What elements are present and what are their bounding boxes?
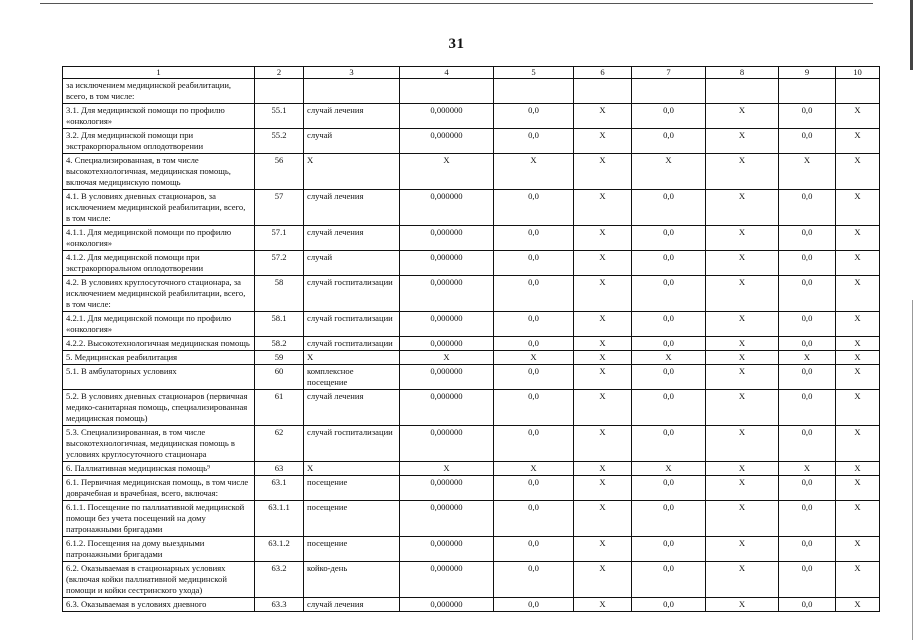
cost-value: 0,0 (494, 190, 574, 226)
volume-value: 0,000000 (400, 251, 494, 276)
col10-value: X (836, 312, 880, 337)
row-description: за исключением медицинской реабилитации, всего, в том числе: (63, 79, 255, 104)
col6-value: X (574, 351, 632, 365)
row-description: 6.1. Первичная медицинская помощь, в том числе доврачебная и врачебная, всего, включая: (63, 476, 255, 501)
col10-value: X (836, 351, 880, 365)
table-row (63, 365, 880, 390)
col7-value: 0,0 (632, 501, 706, 537)
col9-value: 0,0 (779, 251, 836, 276)
table-row (63, 129, 880, 154)
unit-of-measure: посещение (304, 537, 400, 562)
col9-value: 0,0 (779, 129, 836, 154)
col6-value: X (574, 129, 632, 154)
col10-value: X (836, 501, 880, 537)
col6-value: X (574, 337, 632, 351)
row-code: 61 (255, 390, 304, 426)
cost-value: X (494, 351, 574, 365)
col9-value: X (779, 351, 836, 365)
row-description: 4. Специализированная, в том числе высокотехнологичная, медицинская помощь, включая медицинскую помощь (63, 154, 255, 190)
top-rule (40, 3, 873, 4)
table-row (63, 537, 880, 562)
col10-value: X (836, 104, 880, 129)
col7-value: 0,0 (632, 562, 706, 598)
volume-value: 0,000000 (400, 312, 494, 337)
row-description: 4.2. В условиях круглосуточного стационара, за исключением медицинской реабилитации, всего, в том числе: (63, 276, 255, 312)
col8-value: X (706, 537, 779, 562)
col7-value: 0,0 (632, 476, 706, 501)
col10-value: X (836, 462, 880, 476)
row-code: 57.1 (255, 226, 304, 251)
volume-value: 0,000000 (400, 365, 494, 390)
col7-value: 0,0 (632, 104, 706, 129)
volume-value: 0,000000 (400, 501, 494, 537)
col6-value: X (574, 426, 632, 462)
col8-value: X (706, 476, 779, 501)
col8-value: X (706, 154, 779, 190)
col10-value: X (836, 276, 880, 312)
table-row (63, 276, 880, 312)
col6-value: X (574, 476, 632, 501)
cost-value: 0,0 (494, 104, 574, 129)
col7-value: 0,0 (632, 537, 706, 562)
table-row (63, 154, 880, 190)
col10-value: X (836, 129, 880, 154)
table-row (63, 79, 880, 104)
volume-value: 0,000000 (400, 562, 494, 598)
row-code: 57 (255, 190, 304, 226)
unit-of-measure: случай госпитализации (304, 312, 400, 337)
table-row (63, 226, 880, 251)
volume-value: X (400, 351, 494, 365)
row-description: 4.2.1. Для медицинской помощи по профилю «онкология» (63, 312, 255, 337)
col7-value: 0,0 (632, 190, 706, 226)
col9-value (779, 79, 836, 104)
col10-value: X (836, 154, 880, 190)
column-header: 5 (494, 67, 574, 79)
col10-value: X (836, 562, 880, 598)
row-code (255, 79, 304, 104)
col6-value: X (574, 276, 632, 312)
col6-value: X (574, 537, 632, 562)
unit-of-measure: случай лечения (304, 598, 400, 612)
col6-value: X (574, 190, 632, 226)
table-row (63, 351, 880, 365)
col9-value: X (779, 154, 836, 190)
table-row (63, 462, 880, 476)
row-code: 56 (255, 154, 304, 190)
cost-value: 0,0 (494, 476, 574, 501)
volume-value: 0,000000 (400, 476, 494, 501)
col9-value: 0,0 (779, 476, 836, 501)
unit-of-measure: случай лечения (304, 226, 400, 251)
row-code: 58.2 (255, 337, 304, 351)
row-code: 63.3 (255, 598, 304, 612)
volume-value: 0,000000 (400, 337, 494, 351)
col10-value: X (836, 251, 880, 276)
col6-value: X (574, 104, 632, 129)
col10-value: X (836, 226, 880, 251)
unit-of-measure: X (304, 462, 400, 476)
table-row (63, 390, 880, 426)
row-code: 57.2 (255, 251, 304, 276)
col6-value: X (574, 312, 632, 337)
row-description: 4.1.1. Для медицинской помощи по профилю «онкология» (63, 226, 255, 251)
row-description: 5.3. Специализированная, в том числе высокотехнологичная, медицинская помощь в условиях круглосуточного стационара (63, 426, 255, 462)
col9-value: 0,0 (779, 226, 836, 251)
row-code: 62 (255, 426, 304, 462)
col10-value: X (836, 426, 880, 462)
col8-value: X (706, 337, 779, 351)
col10-value: X (836, 390, 880, 426)
volume-value: 0,000000 (400, 426, 494, 462)
column-header: 2 (255, 67, 304, 79)
cost-value: 0,0 (494, 365, 574, 390)
row-code: 55.2 (255, 129, 304, 154)
column-header: 3 (304, 67, 400, 79)
unit-of-measure: случай госпитализации (304, 426, 400, 462)
volume-value: 0,000000 (400, 226, 494, 251)
unit-of-measure: случай госпитализации (304, 337, 400, 351)
row-description: 6.1.1. Посещение по паллиативной медицинской помощи без учета посещений на дому патронажными бригадами (63, 501, 255, 537)
unit-of-measure: случай лечения (304, 390, 400, 426)
cost-value: 0,0 (494, 390, 574, 426)
col8-value: X (706, 501, 779, 537)
header-row (63, 67, 880, 79)
col8-value: X (706, 312, 779, 337)
cost-value: 0,0 (494, 501, 574, 537)
row-code: 63.2 (255, 562, 304, 598)
row-code: 59 (255, 351, 304, 365)
row-code: 58 (255, 276, 304, 312)
col9-value: 0,0 (779, 190, 836, 226)
cost-value: X (494, 462, 574, 476)
col7-value: 0,0 (632, 598, 706, 612)
table-row (63, 251, 880, 276)
col10-value: X (836, 537, 880, 562)
col8-value: X (706, 276, 779, 312)
column-header: 9 (779, 67, 836, 79)
row-code: 58.1 (255, 312, 304, 337)
cost-value: 0,0 (494, 598, 574, 612)
volume-value (400, 79, 494, 104)
col7-value: 0,0 (632, 337, 706, 351)
column-header: 1 (63, 67, 255, 79)
col8-value (706, 79, 779, 104)
table-row (63, 312, 880, 337)
cost-value (494, 79, 574, 104)
cost-value: 0,0 (494, 312, 574, 337)
unit-of-measure: посещение (304, 501, 400, 537)
col7-value: 0,0 (632, 390, 706, 426)
col7-value: 0,0 (632, 426, 706, 462)
column-header: 10 (836, 67, 880, 79)
volume-value: 0,000000 (400, 276, 494, 312)
row-description: 6.2. Оказываемая в стационарных условиях (включая койки паллиативной медицинской помощи и койки сестринского ухода) (63, 562, 255, 598)
page-number: 31 (448, 36, 465, 52)
col7-value: 0,0 (632, 276, 706, 312)
col6-value: X (574, 251, 632, 276)
unit-of-measure: случай лечения (304, 190, 400, 226)
column-header: 7 (632, 67, 706, 79)
col8-value: X (706, 104, 779, 129)
col8-value: X (706, 390, 779, 426)
unit-of-measure: случай лечения (304, 104, 400, 129)
volume-value: 0,000000 (400, 104, 494, 129)
cost-value: 0,0 (494, 426, 574, 462)
row-description: 3.1. Для медицинской помощи по профилю «онкология» (63, 104, 255, 129)
row-description: 5.1. В амбулаторных условиях (63, 365, 255, 390)
table-row (63, 562, 880, 598)
col7-value: 0,0 (632, 251, 706, 276)
col6-value: X (574, 390, 632, 426)
col7-value: X (632, 154, 706, 190)
column-header: 8 (706, 67, 779, 79)
table-row (63, 501, 880, 537)
col9-value: 0,0 (779, 104, 836, 129)
cost-value: X (494, 154, 574, 190)
col8-value: X (706, 226, 779, 251)
col9-value: 0,0 (779, 501, 836, 537)
row-description: 6. Паллиативная медицинская помощь⁹ (63, 462, 255, 476)
col10-value: X (836, 598, 880, 612)
col9-value: 0,0 (779, 562, 836, 598)
col9-value: 0,0 (779, 312, 836, 337)
col6-value (574, 79, 632, 104)
cost-value: 0,0 (494, 251, 574, 276)
cost-value: 0,0 (494, 537, 574, 562)
volume-value: X (400, 154, 494, 190)
col7-value (632, 79, 706, 104)
unit-of-measure: случай госпитализации (304, 276, 400, 312)
table-row (63, 190, 880, 226)
volume-value: 0,000000 (400, 129, 494, 154)
row-description: 5. Медицинская реабилитация (63, 351, 255, 365)
col6-value: X (574, 462, 632, 476)
col9-value: 0,0 (779, 426, 836, 462)
row-description: 4.2.2. Высокотехнологичная медицинская помощь (63, 337, 255, 351)
table-row (63, 337, 880, 351)
cost-value: 0,0 (494, 562, 574, 598)
data-table (62, 66, 880, 612)
col9-value: 0,0 (779, 276, 836, 312)
volume-value: X (400, 462, 494, 476)
row-code: 63.1.2 (255, 537, 304, 562)
col10-value: X (836, 365, 880, 390)
cost-value: 0,0 (494, 226, 574, 251)
row-code: 63 (255, 462, 304, 476)
col9-value: 0,0 (779, 365, 836, 390)
col10-value (836, 79, 880, 104)
col7-value: 0,0 (632, 226, 706, 251)
col7-value: 0,0 (632, 129, 706, 154)
col10-value: X (836, 190, 880, 226)
col8-value: X (706, 129, 779, 154)
col8-value: X (706, 462, 779, 476)
row-code: 63.1 (255, 476, 304, 501)
col6-value: X (574, 562, 632, 598)
col6-value: X (574, 501, 632, 537)
volume-value: 0,000000 (400, 190, 494, 226)
table-body (63, 79, 880, 612)
unit-of-measure: случай (304, 251, 400, 276)
volume-value: 0,000000 (400, 390, 494, 426)
col8-value: X (706, 251, 779, 276)
col9-value: X (779, 462, 836, 476)
col9-value: 0,0 (779, 337, 836, 351)
col6-value: X (574, 154, 632, 190)
col8-value: X (706, 598, 779, 612)
table-row (63, 104, 880, 129)
unit-of-measure: X (304, 154, 400, 190)
volume-value: 0,000000 (400, 598, 494, 612)
cost-value: 0,0 (494, 337, 574, 351)
row-description: 6.3. Оказываемая в условиях дневного (63, 598, 255, 612)
row-description: 5.2. В условиях дневных стационаров (первичная медико-санитарная помощь, специализированная медицинская помощь) (63, 390, 255, 426)
col7-value: X (632, 351, 706, 365)
row-code: 60 (255, 365, 304, 390)
cost-value: 0,0 (494, 129, 574, 154)
unit-of-measure: койко-день (304, 562, 400, 598)
table-row (63, 476, 880, 501)
row-description: 4.1.2. Для медицинской помощи при экстракорпоральном оплодотворении (63, 251, 255, 276)
col8-value: X (706, 426, 779, 462)
row-code: 55.1 (255, 104, 304, 129)
volume-value: 0,000000 (400, 537, 494, 562)
col8-value: X (706, 190, 779, 226)
col8-value: X (706, 365, 779, 390)
col7-value: 0,0 (632, 312, 706, 337)
table-row (63, 598, 880, 612)
unit-of-measure (304, 79, 400, 104)
col7-value: X (632, 462, 706, 476)
row-description: 3.2. Для медицинской помощи при экстракорпоральном оплодотворении (63, 129, 255, 154)
col7-value: 0,0 (632, 365, 706, 390)
col9-value: 0,0 (779, 537, 836, 562)
unit-of-measure: комплексное посещение (304, 365, 400, 390)
unit-of-measure: посещение (304, 476, 400, 501)
column-header: 6 (574, 67, 632, 79)
row-code: 63.1.1 (255, 501, 304, 537)
row-description: 4.1. В условиях дневных стационаров, за исключением медицинской реабилитации, всего, в том числе: (63, 190, 255, 226)
unit-of-measure: X (304, 351, 400, 365)
cost-value: 0,0 (494, 276, 574, 312)
col6-value: X (574, 598, 632, 612)
col9-value: 0,0 (779, 390, 836, 426)
col8-value: X (706, 562, 779, 598)
col9-value: 0,0 (779, 598, 836, 612)
col6-value: X (574, 365, 632, 390)
table-row (63, 426, 880, 462)
col6-value: X (574, 226, 632, 251)
row-description: 6.1.2. Посещения на дому выездными патронажными бригадами (63, 537, 255, 562)
col10-value: X (836, 476, 880, 501)
col8-value: X (706, 351, 779, 365)
col10-value: X (836, 337, 880, 351)
column-header: 4 (400, 67, 494, 79)
unit-of-measure: случай (304, 129, 400, 154)
